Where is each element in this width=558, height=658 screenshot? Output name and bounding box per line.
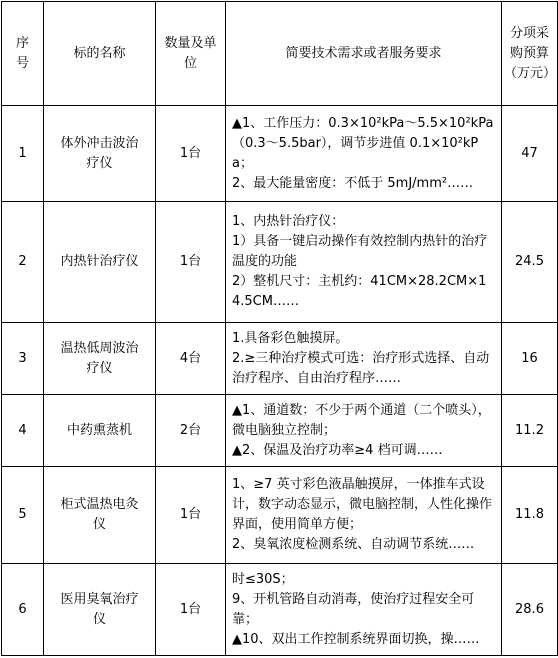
row-name: 医用臭氧治疗仪: [44, 564, 156, 656]
row-budget: 24.5: [502, 202, 558, 323]
requirement-line: 1.具备彩色触摸屏。: [232, 330, 349, 346]
row-quantity: 4台: [156, 323, 226, 395]
requirement-line: ▲10、双出工作控制系统界面切换，操……: [232, 631, 480, 647]
row-name: 内热针治疗仪: [44, 202, 156, 323]
row-name: 中药熏蒸机: [44, 395, 156, 467]
row-budget: 11.8: [502, 467, 558, 564]
requirement-line: 1、≥7 英寸彩色液晶触摸屏，一体推车式设计，数字动态显示，微电脑控制，人性化操作界面，使用简单方便；: [232, 477, 493, 532]
row-quantity: 1台: [156, 106, 226, 202]
requirement-line: 1）具备一键启动操作有效控制内热针的治疗温度的功能: [232, 234, 488, 269]
requirement-line: 2、臭氧浓度检测系统、自动调节系统……: [232, 537, 475, 552]
requirement-line: 2）整机尺寸：主机约：41CM×28.2CM×14.5CM……: [232, 274, 487, 309]
row-index: 3: [2, 323, 44, 395]
table-row: [2, 467, 558, 564]
header-budget: 分项采购预算（万元）: [502, 2, 558, 106]
requirement-line: 1、内热针治疗仪：: [232, 214, 345, 229]
row-index: 4: [2, 395, 44, 467]
row-budget: 47: [502, 106, 558, 202]
row-index: 2: [2, 202, 44, 323]
procurement-table-container: [1, 1, 557, 656]
requirement-line: 2.≥三种治疗模式可选：治疗形式选择、自动治疗程序、自由治疗程序……: [232, 350, 490, 386]
header-name: 标的名称: [44, 2, 156, 106]
row-requirements: [226, 106, 502, 202]
header-index: 序号: [2, 2, 44, 106]
requirement-line: 9、开机管路自动消毒，使治疗过程安全可靠；: [232, 591, 475, 627]
requirement-line: ▲1、通道数：不少于两个通道（二个喷头），微电脑独立控制；: [232, 402, 491, 438]
table-row: [2, 202, 558, 323]
row-requirements: [226, 467, 502, 564]
row-name: 温热低周波治疗仪: [44, 323, 156, 395]
row-quantity: 1台: [156, 564, 226, 656]
row-quantity: 1台: [156, 202, 226, 323]
row-index: 6: [2, 564, 44, 656]
row-requirements: [226, 395, 502, 467]
row-name: 柜式温热电灸仪: [44, 467, 156, 564]
row-quantity: 2台: [156, 395, 226, 467]
requirement-line: ▲1、工作压力：0.3×10²kPa～5.5×10²kPa（0.3～5.5bar），调节步进值 0.1×10²kPa；: [232, 115, 494, 171]
table-row: [2, 106, 558, 202]
row-requirements: [226, 564, 502, 656]
requirement-line: ▲2、保温及治疗功率≥4 档可调……: [232, 442, 443, 458]
row-index: 5: [2, 467, 44, 564]
procurement-table: [1, 1, 558, 656]
row-quantity: 1台: [156, 467, 226, 564]
header-quantity: 数量及单位: [156, 2, 226, 106]
row-budget: 11.2: [502, 395, 558, 467]
requirement-line: 时≤30S；: [232, 571, 294, 587]
requirement-line: 2、最大能量密度：不低于 5mJ/mm²……: [232, 175, 474, 191]
table-row: [2, 395, 558, 467]
row-budget: 28.6: [502, 564, 558, 656]
row-index: 1: [2, 106, 44, 202]
header-row: [2, 2, 558, 106]
row-name: 体外冲击波治疗仪: [44, 106, 156, 202]
row-requirements: [226, 202, 502, 323]
table-row: [2, 323, 558, 395]
row-budget: 16: [502, 323, 558, 395]
row-requirements: [226, 323, 502, 395]
table-row: [2, 564, 558, 656]
header-requirements: 简要技术需求或者服务要求: [226, 2, 502, 106]
